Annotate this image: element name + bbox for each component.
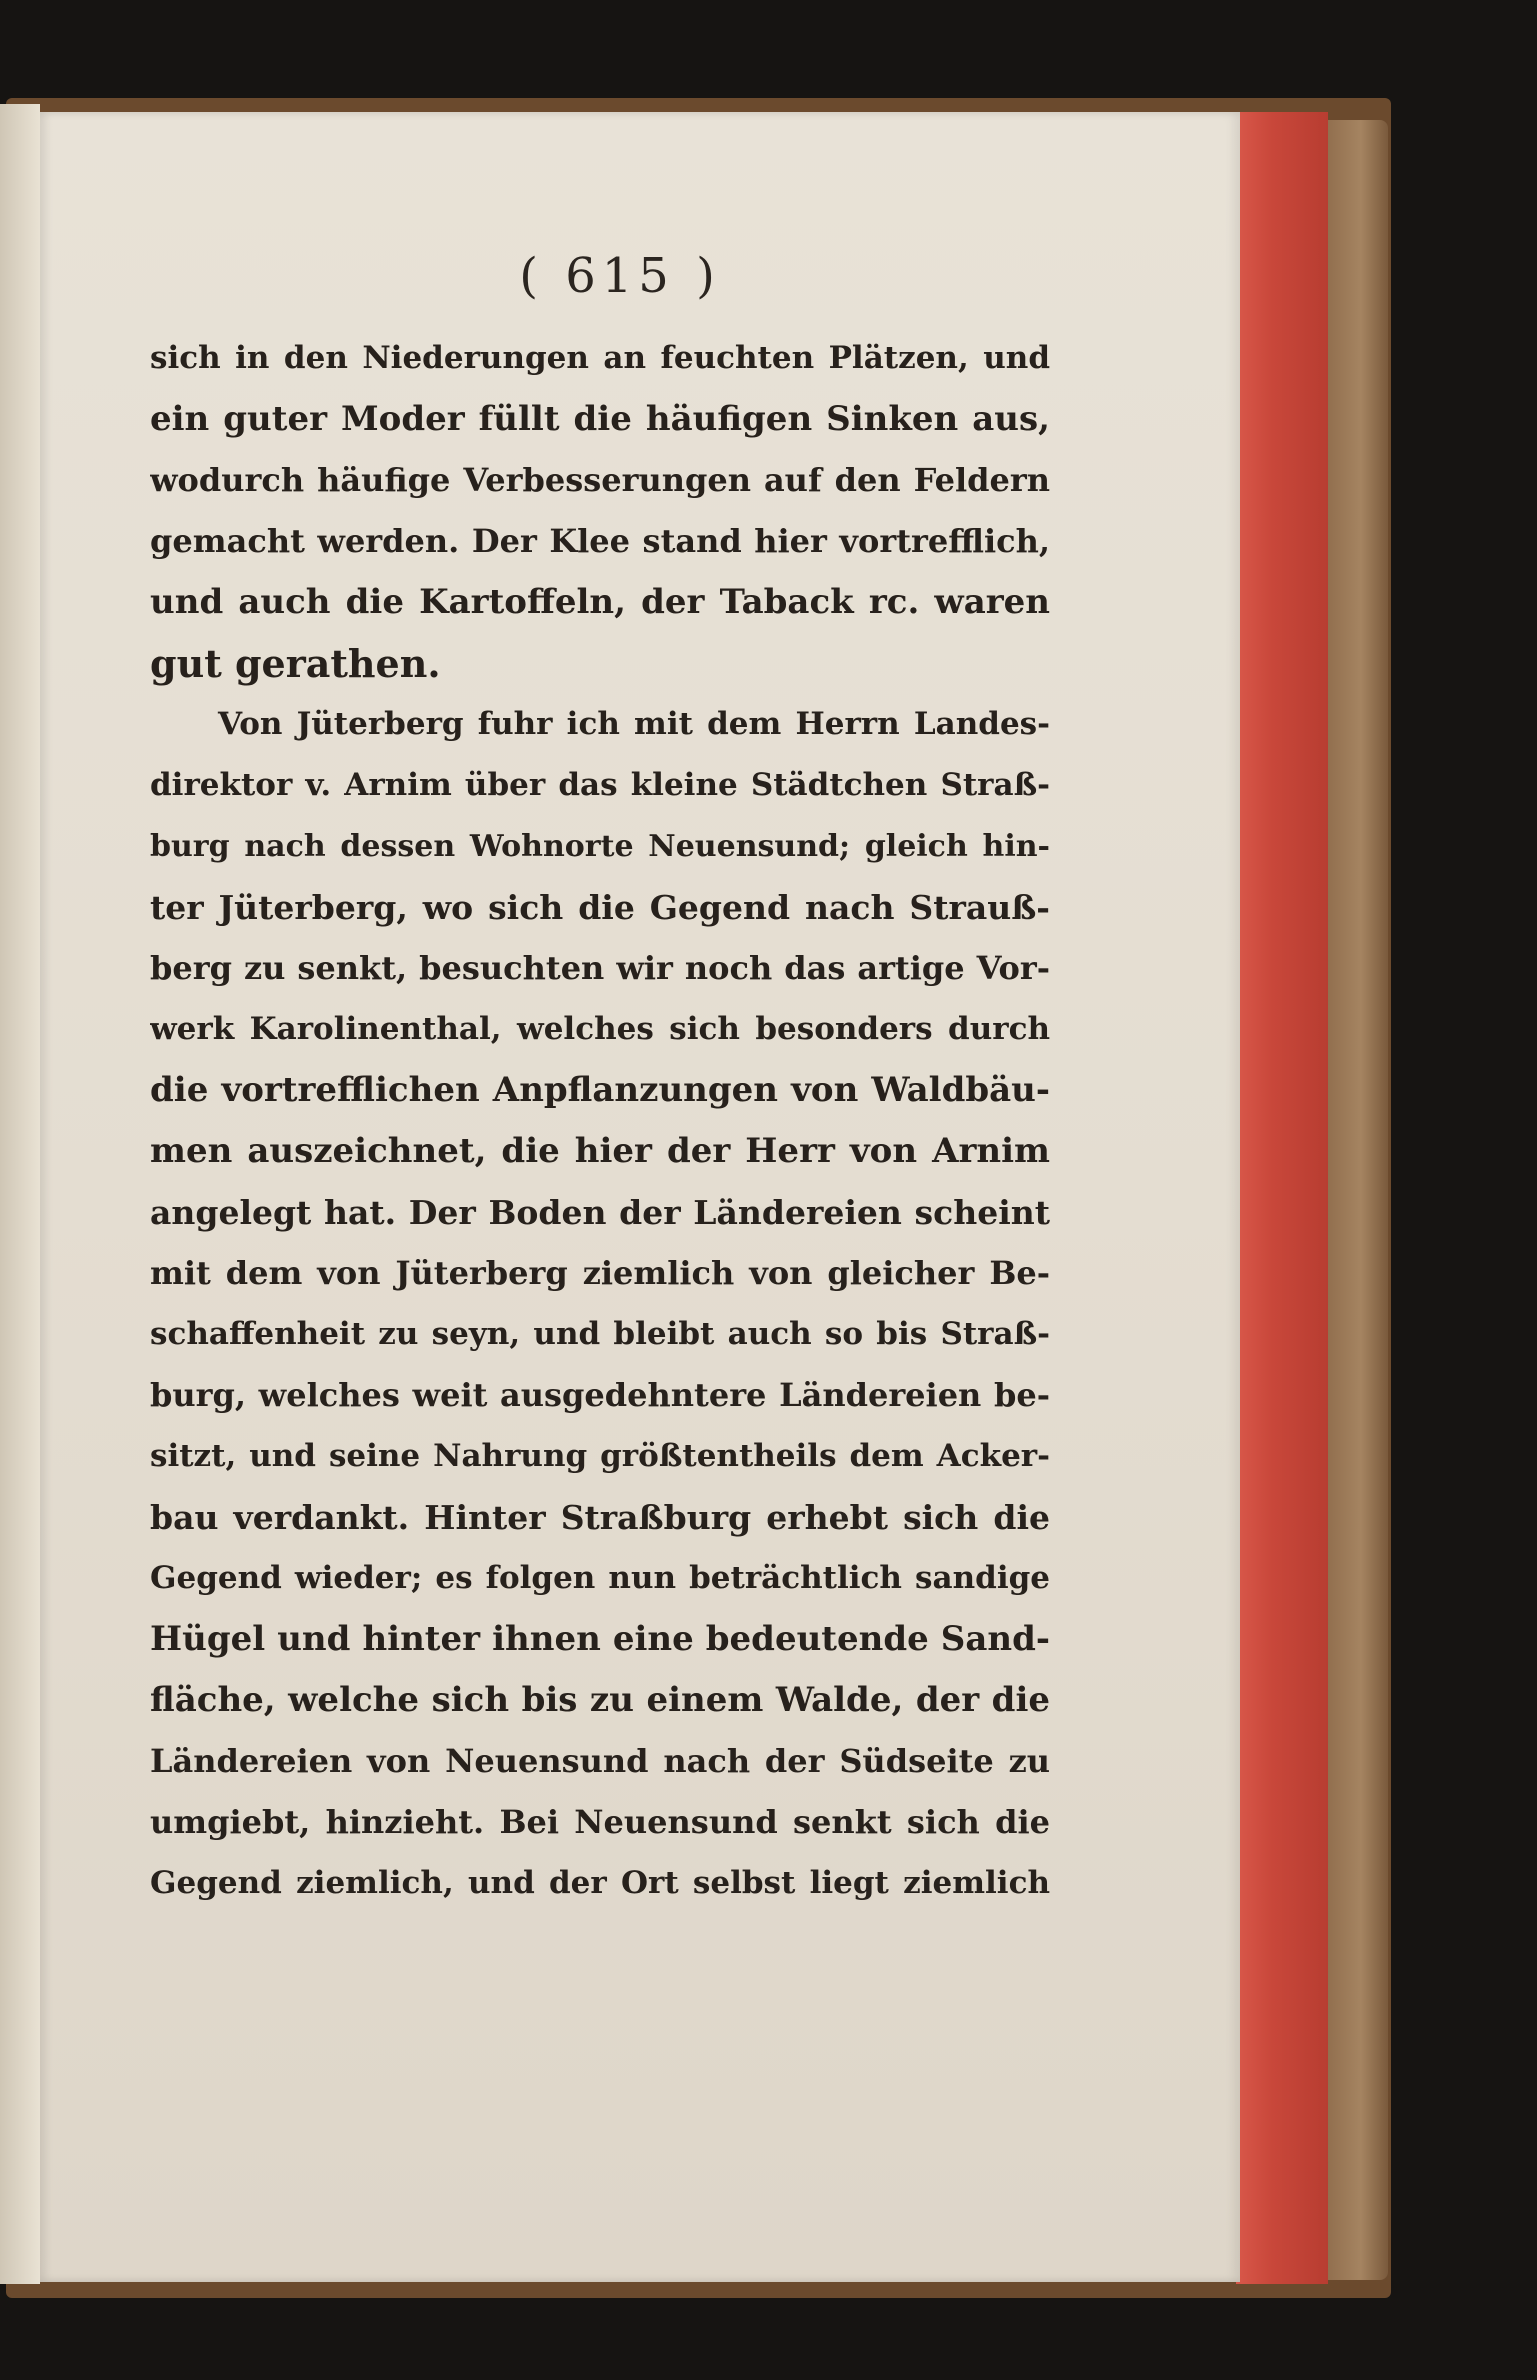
book-cover-edge (1320, 120, 1388, 2280)
text-line: ein guter Moder füllt die häufigen Sinken aus, (150, 399, 1050, 439)
text-line: Von Jüterberg fuhr ich mit dem Herrn Landes- (218, 706, 1050, 742)
text-line: schaffenheit zu seyn, und bleibt auch so bis Straß- (150, 1316, 1050, 1352)
text-line: mit dem von Jüterberg ziemlich von gleicher Be- (150, 1254, 1050, 1292)
text-line: angelegt hat. Der Boden der Ländereien scheint (150, 1193, 1050, 1232)
text-line: Ländereien von Neuensund nach der Südseite zu (150, 1742, 1050, 1780)
text-line: gut gerathen. (150, 641, 441, 686)
text-line: direktor v. Arnim über das kleine Städtchen Straß- (150, 767, 1050, 803)
text-line: umgiebt, hinzieht. Bei Neuensund senkt sich die (150, 1803, 1050, 1841)
text-line: die vortrefflichen Anpflanzungen von Waldbäu- (150, 1070, 1050, 1110)
text-line: fläche, welche sich bis zu einem Walde, der die (150, 1680, 1050, 1720)
page-number: ( 615 ) (519, 248, 721, 304)
text-line: sich in den Niederungen an feuchten Plätzen, und (150, 340, 1050, 376)
red-page-edges (1236, 112, 1328, 2284)
text-line: Gegend wieder; es folgen nun beträchtlich sandige (150, 1560, 1050, 1596)
text-line: bau verdankt. Hinter Straßburg erhebt sich die (150, 1498, 1050, 1537)
text-line: ter Jüterberg, wo sich die Gegend nach Strauß- (150, 888, 1050, 927)
text-line: werk Karolinenthal, welches sich besonders durch (150, 1011, 1050, 1047)
page-text (150, 328, 1050, 1914)
text-line: sitzt, und seine Nahrung größtentheils dem Acker- (150, 1438, 1050, 1474)
text-line: Hügel und hinter ihnen eine bedeutende Sand- (150, 1619, 1050, 1659)
text-line: berg zu senkt, besuchten wir noch das artige Vor- (150, 949, 1050, 987)
left-page-edge (0, 104, 40, 2284)
text-line: und auch die Kartoffeln, der Taback rc. waren (150, 582, 1050, 622)
text-line: burg, welches weit ausgedehntere Ländereien be- (150, 1376, 1050, 1414)
text-line: Gegend ziemlich, und der Ort selbst liegt ziemlich (150, 1865, 1050, 1901)
text-line: wodurch häufige Verbesserungen auf den Feldern (150, 461, 1050, 499)
text-line: gemacht werden. Der Klee stand hier vortrefflich, (150, 522, 1050, 560)
text-line: burg nach dessen Wohnorte Neuensund; gleich hin- (150, 829, 1050, 864)
text-line: men auszeichnet, die hier der Herr von Arnim (150, 1131, 1050, 1171)
